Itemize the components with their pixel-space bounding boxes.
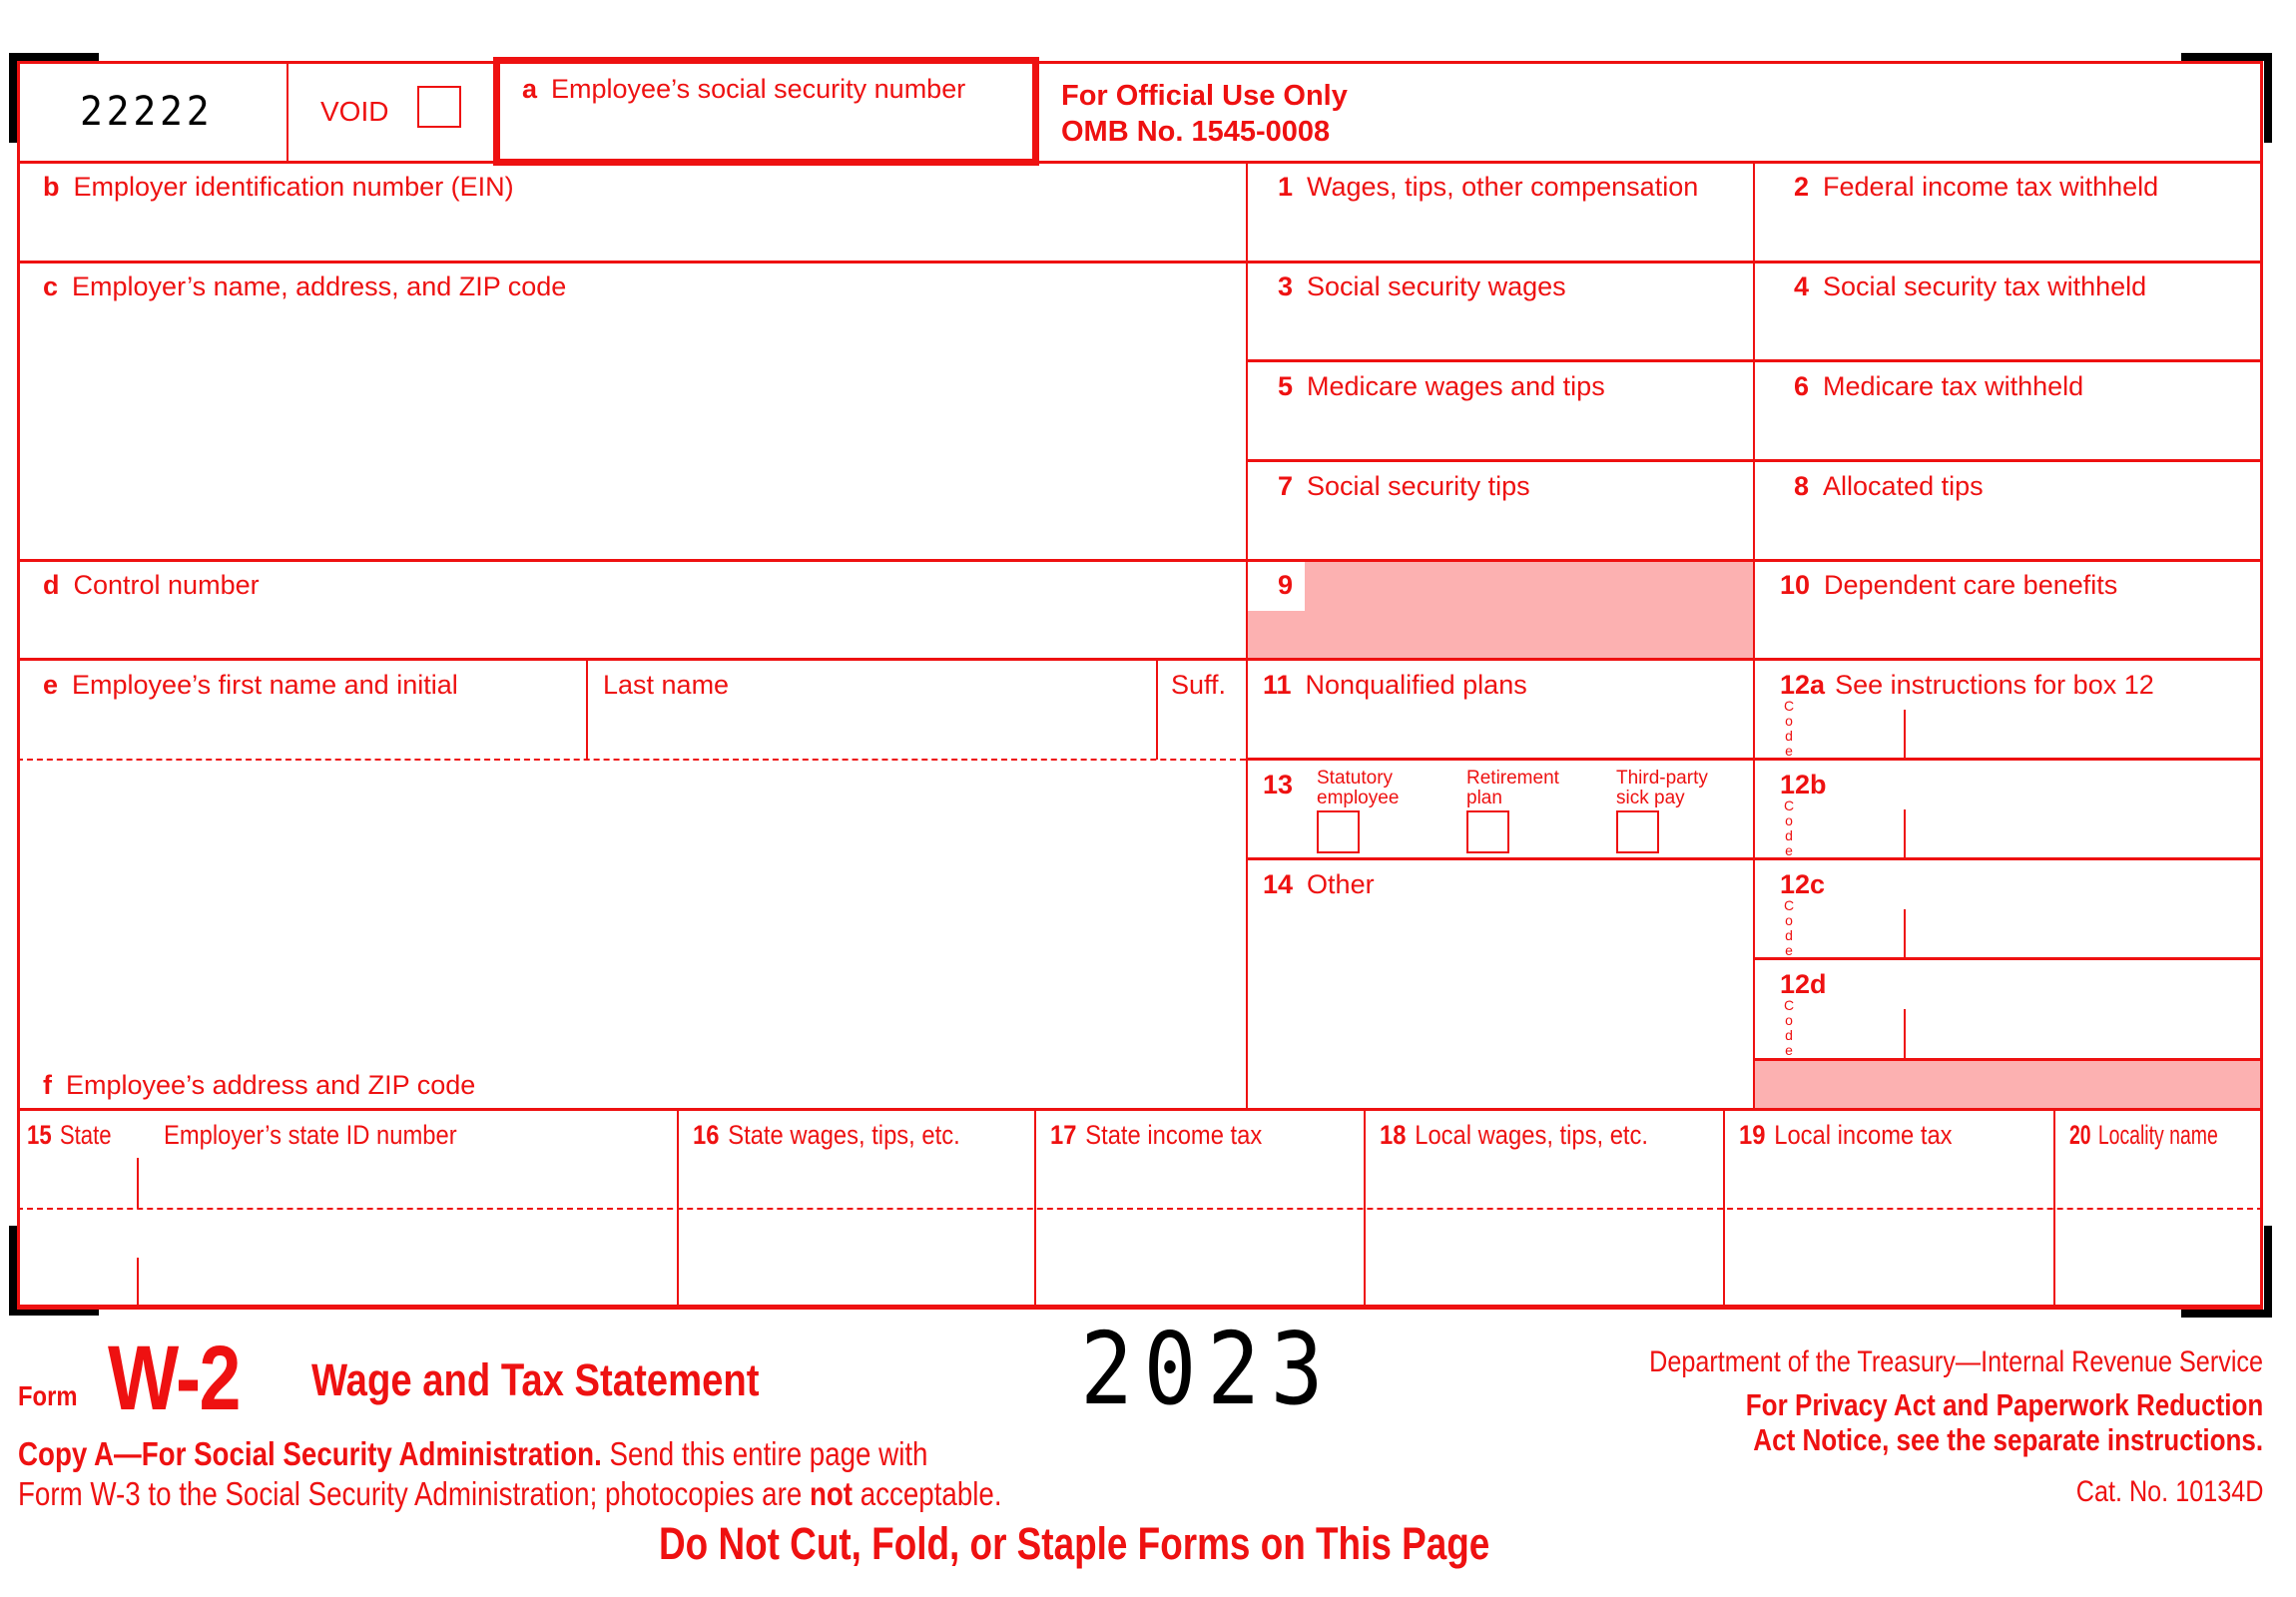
dashed-rule — [17, 759, 1246, 761]
dashed-rule — [17, 1208, 2263, 1210]
code-vertical-label-12c: C o d e — [1783, 897, 1795, 958]
rule — [17, 658, 2263, 661]
void-checkbox[interactable] — [417, 86, 461, 128]
corner-mark-top-left — [9, 53, 99, 61]
corner-mark-top-right-v — [2264, 53, 2272, 143]
rule — [17, 1108, 2263, 1111]
box-14-input[interactable] — [1260, 908, 1739, 1098]
box-d-input[interactable] — [40, 609, 1228, 653]
rule — [17, 161, 2263, 164]
rule — [1246, 161, 1248, 1109]
box-2-label: 2 Federal income tax withheld — [1794, 172, 2159, 202]
box-12b-label: 12b — [1780, 770, 1827, 799]
copy-a-line-2: Form W-3 to the Social Security Administration; photocopies are not acceptable. — [18, 1475, 1002, 1512]
corner-mark-top-left-v — [9, 53, 17, 143]
box-3-label: 3 Social security wages — [1278, 271, 1566, 301]
rule — [137, 1258, 139, 1308]
box-13-sickpay-label: Third-party sick pay — [1616, 768, 1708, 808]
rule — [2053, 1109, 2055, 1308]
form-bottom-border — [17, 1305, 2263, 1310]
rule — [17, 261, 2263, 264]
rule — [137, 1158, 139, 1209]
box-a-ssn[interactable] — [493, 57, 1039, 166]
do-not-cut-notice: Do Not Cut, Fold, or Staple Forms on This Page — [659, 1518, 1490, 1569]
rule — [677, 1109, 679, 1308]
box-d-label: d Control number — [43, 570, 260, 600]
code-divider — [1904, 710, 1906, 760]
form-code-22222: 22222 — [80, 89, 214, 135]
box-8-label: 8 Allocated tips — [1794, 471, 1984, 501]
box-4-label: 4 Social security tax withheld — [1794, 271, 2147, 301]
statutory-employee-checkbox[interactable] — [1317, 810, 1360, 853]
copy-a-line-1: Copy A—For Social Security Administration. Send this entire page with — [18, 1435, 928, 1472]
box-b-input[interactable] — [40, 210, 1228, 254]
privacy-notice-line-2: Act Notice, see the separate instructions. — [1753, 1422, 2263, 1457]
void-label: VOID — [320, 96, 389, 127]
box-13-retirement-label: Retirement plan — [1466, 768, 1559, 808]
box-f-input[interactable] — [40, 774, 1228, 1043]
code-divider — [1904, 1009, 1906, 1059]
box-1-label: 1 Wages, tips, other compensation — [1278, 172, 1699, 202]
box-9-label: 9 — [1278, 570, 1294, 600]
rule — [17, 559, 2263, 562]
code-vertical-label-12d: C o d e — [1783, 997, 1795, 1058]
form-title: Wage and Tax Statement — [311, 1354, 760, 1405]
code-divider — [1904, 909, 1906, 959]
third-party-sick-pay-checkbox[interactable] — [1616, 810, 1659, 853]
rule — [1753, 957, 2263, 960]
box-e-input[interactable] — [40, 709, 1228, 753]
corner-mark-bottom-right — [2181, 1310, 2272, 1318]
box-12d-label: 12d — [1780, 969, 1827, 999]
box-16-label: 16 State wages, tips, etc. — [693, 1120, 960, 1150]
box-15-label: 15 State — [27, 1120, 112, 1150]
box-c-label: c Employer’s name, address, and ZIP code — [43, 271, 567, 301]
code-vertical-label-12b: C o d e — [1783, 798, 1795, 858]
box-e-last-name-label: Last name — [603, 670, 730, 700]
box-19-label: 19 Local income tax — [1739, 1120, 1953, 1150]
box-5-label: 5 Medicare wages and tips — [1278, 371, 1605, 401]
box-10-label: 10 Dependent care benefits — [1780, 570, 2118, 600]
box-12a-label: 12a See instructions for box 12 — [1780, 670, 2154, 700]
code-vertical-label-12a: C o d e — [1783, 698, 1795, 759]
box-f-label: f Employee’s address and ZIP code — [43, 1070, 476, 1100]
box-b-label: b Employer identification number (EIN) — [43, 172, 514, 202]
rule — [1753, 161, 1755, 1109]
box-6-label: 6 Medicare tax withheld — [1794, 371, 2084, 401]
rule — [1723, 1109, 1725, 1308]
box-14-label: 14 Other — [1263, 869, 1375, 899]
rule — [1364, 1109, 1366, 1308]
box-11-label: 11 Nonqualified plans — [1263, 670, 1527, 700]
box-c-input[interactable] — [40, 311, 1228, 551]
rule — [287, 61, 288, 162]
box-a-label: a Employee’s social security number — [522, 74, 966, 104]
corner-mark-bottom-left-v — [9, 1226, 17, 1316]
form-name-w2: W-2 — [108, 1328, 240, 1429]
box-13-label: 13 — [1263, 770, 1294, 799]
department-line: Department of the Treasury—Internal Revenue Service — [1649, 1345, 2263, 1378]
retirement-plan-checkbox[interactable] — [1466, 810, 1509, 853]
code-divider — [1904, 809, 1906, 859]
box-15-state-id-label: Employer’s state ID number — [164, 1120, 457, 1150]
rule — [1753, 1058, 2263, 1061]
box-7-label: 7 Social security tips — [1278, 471, 1530, 501]
box-12c-label: 12c — [1780, 869, 1826, 899]
box-e-label: e Employee’s first name and initial — [43, 670, 458, 700]
box-18-label: 18 Local wages, tips, etc. — [1380, 1120, 1649, 1150]
rule — [1034, 1109, 1036, 1308]
official-use-label: For Official Use Only — [1061, 80, 1348, 112]
corner-mark-top-right — [2181, 53, 2272, 61]
box-e-suffix-label: Suff. — [1171, 670, 1227, 700]
omb-number: OMB No. 1545-0008 — [1061, 116, 1331, 148]
corner-mark-bottom-right-v — [2264, 1226, 2272, 1318]
catalog-number: Cat. No. 10134D — [2075, 1475, 2263, 1508]
box-17-label: 17 State income tax — [1050, 1120, 1263, 1150]
form-word: Form — [18, 1380, 78, 1411]
tax-year: 2023 — [1080, 1311, 1335, 1427]
box-20-label: 20 Locality name — [2069, 1120, 2218, 1150]
privacy-notice-line-1: For Privacy Act and Paperwork Reduction — [1745, 1387, 2263, 1422]
box-13-statutory-label: Statutory employee — [1317, 768, 1400, 808]
